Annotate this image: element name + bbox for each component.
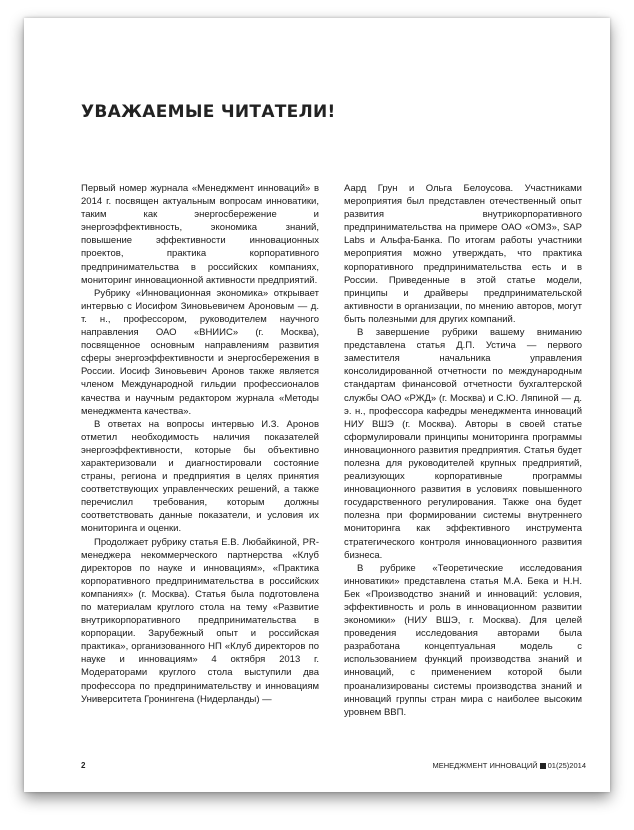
left-column — [81, 182, 319, 706]
page-title: УВАЖАЕМЫЕ ЧИТАТЕЛИ! — [81, 102, 336, 122]
right-column — [344, 182, 582, 719]
paragraph: Аард Грун и Ольга Белоусова. Участниками мероприятия был представлен отечественный опыт развития внутрикорпоративного предпринимательства на примере ОАО «ОМЗ», SAP Labs и Альфа-Банка. По итогам работы участники мероприятия можно утверждать, что практика корпоративного предпринимательства есть и в России. Приведенные в этой статье модели, принципы и драйверы предпринимательской активности в организации, по мнению авторов, могут быть полезными для других компаний. — [344, 183, 582, 325]
page-number: 2 — [81, 761, 86, 770]
paragraph: Рубрику «Инновационная экономика» открывает интервью с Иосифом Зиновьевичем Ароновым — д. т. н., профессором, руководителем научного направления ОАО «ВНИИС» (г. Москва), посвященное основным направлениям развития сферы энергоэффективности и энергосбережения в России. Иосиф Зиновьевич Аронов также является членом Международной гильдии профессионалов качества и научным редактором журнала «Методы менеджмента качества». — [81, 287, 319, 417]
journal-name: МЕНЕДЖМЕНТ ИННОВАЦИЙ — [432, 761, 538, 770]
document-page — [24, 18, 610, 792]
paragraph: В завершение рубрики вашему вниманию представлена статья Д.П. Устича — первого заместителя начальника управления консолидированной отчетности по международным стандартам финансовой отчетности бухгалтерской службы ОАО «РЖД» (г. Москва) и С.Ю. Ляпиной — д. э. н., профессора кафедры менеджмента инноваций НИУ ВШЭ (г. Москва). Авторы в своей статье сформулировали принципы мониторинга программы инновационного развития предприятия. Статья будет полезна для руководителей крупных предприятий, реализующих корпоративные программы инновационного развития в условиях повышенного государственного регулирования. Также она будет полезна при формировании системы внутреннего мониторинга как эффективного инструмента стратегического контроля инновационного развития бизнеса. — [344, 327, 582, 561]
journal-info — [432, 761, 586, 770]
issue-number: 01(25)2014 — [547, 761, 586, 770]
paragraph: Продолжает рубрику статья Е.В. Любайкиной, PR-менеджера некоммерческого партнерства «Клуб директоров по науке и инновациям», «Практика корпоративного предпринимательства в российских компаниях» (г. Москва). Статья была подготовлена по материалам круглого стола на тему «Развитие внутрикорпоративного предпринимательства в корпорации. Зарубежный опыт и российская практика», организованного НП «Клуб директоров по науке и инновациям» 4 октября 2013 г. Модераторами круглого стола выступили два профессора по предпринимательству и инновациям Университета Гронингена (Нидерланды) — — [81, 536, 319, 705]
page-footer — [81, 761, 586, 770]
paragraph: В ответах на вопросы интервью И.З. Аронов отметил необходимость наличия показателей энергоэффективности, которые бы объективно характеризовали и диагностировали состояние страны, региона и предприятия в целях принятия соответствующих управленческих решений, а также перечислил требования, которым должны соответствовать данные показатели, и условия их мониторинга и оценки. — [81, 418, 319, 535]
paragraph: В рубрике «Теоретические исследования инноватики» представлена статья М.А. Бека и Н.Н. Бек «Производство знаний и инноваций: условия, эффективность и роль в инновационном развитии экономики» (НИУ ВШЭ, г. Москва). Для целей проведения исследования авторами была разработана концептуальная модель с использованием функций производства знаний и инноваций, с применением которой были проанализированы системы производства знаний и инноваций группы стран мира с наиболее высоким уровнем ВВП. — [344, 562, 582, 718]
square-bullet-icon — [540, 763, 546, 769]
paragraph: Первый номер журнала «Менеджмент инноваций» в 2014 г. посвящен актуальным вопросам инноватики, таким как энергосбережение и энергоэффективность, экономика знаний, повышение эффективности инновационных проектов, практика корпоративного предпринимательства в российских компаниях, мониторинг инновационной активности предприятий. — [81, 183, 319, 286]
